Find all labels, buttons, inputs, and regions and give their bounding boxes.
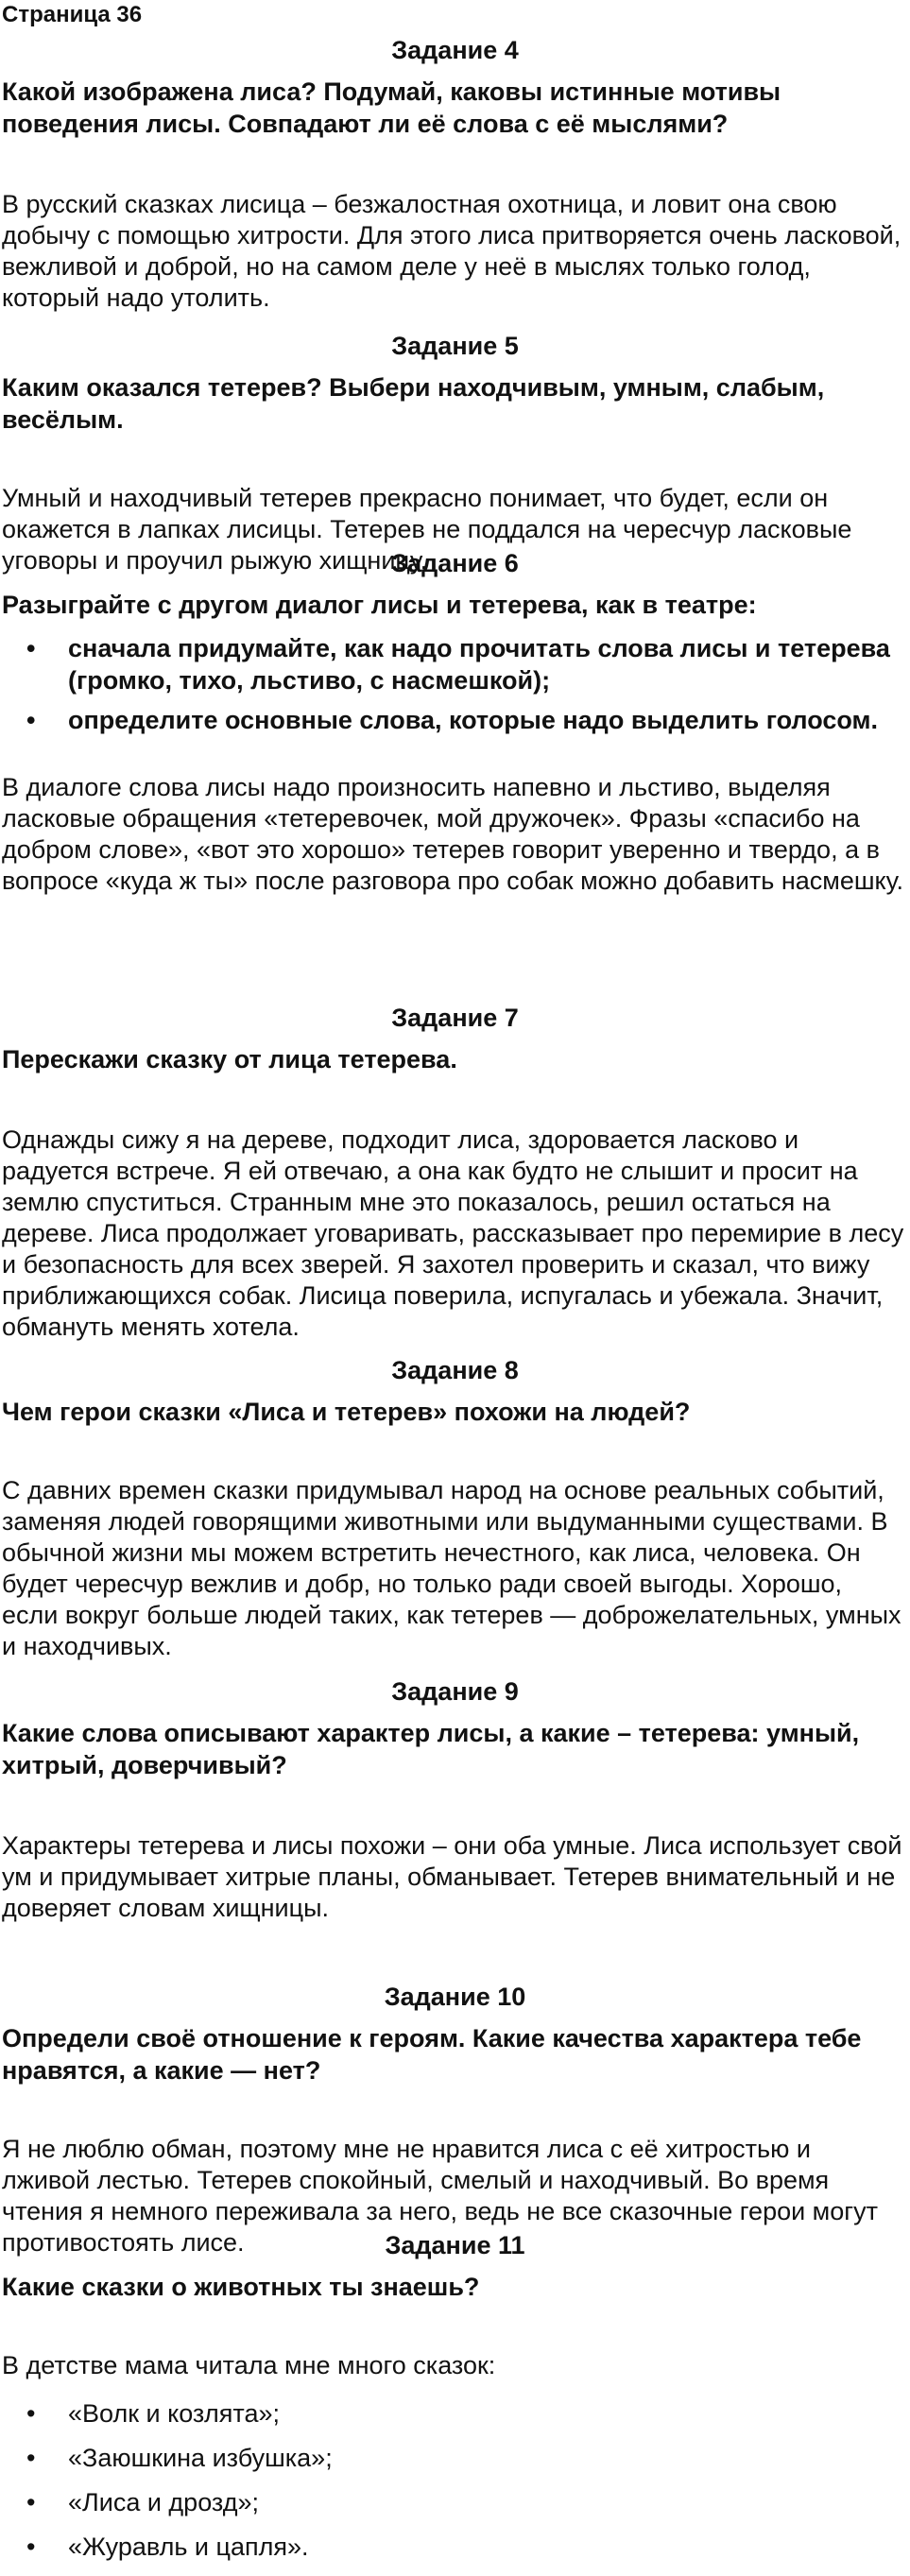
task-answer: В диалоге слова лисы надо произносить напевно и льстиво, выделяя ласковые обращения «тетеревочек, мой дружочек». Фразы «спасибо на добром слове», «вот это хорошо» тетерев говорит уверенно и твердо, а в вопросе «куда ж ты» после разговора про собак можно добавить насмешку. (2, 773, 903, 895)
task-question: Разыграйте с другом диалог лисы и тетерева, как в театре: (2, 591, 757, 619)
task-answer: Умный и находчивый тетерев прекрасно понимает, что будет, если он окажется в лапках лисицы. Тетерев не поддался на чересчур ласковые уговоры и проучил рыжую хищницу. (2, 484, 852, 575)
task-question: Какие сказки о животных ты знаешь? (2, 2273, 480, 2301)
bullet-icon: • (26, 2399, 36, 2428)
bullet-icon: • (26, 2488, 36, 2516)
list-item (0, 632, 910, 696)
page-title: Страница 36 (2, 2, 143, 27)
task-question: Определи своё отношение к героям. Какие качества характера тебе нравятся, а какие — нет? (2, 2024, 862, 2085)
task-answer: В детстве мама читала мне много сказок: (2, 2351, 496, 2379)
task-answer: С давних времен сказки придумывал народ на основе реальных событий, заменяя людей говорящими животными или выдуманными существами. В обычной жизни мы можем встретить нечестного, как лиса, человека. Он будет чересчур вежлив и добр, но только ради своей выгоды. Хорошо, если вокруг больше людей таких, как тетерев — доброжелательных, умных и находчивых. (2, 1476, 901, 1660)
task-answer: Характеры тетерева и лисы похожи – они оба умные. Лиса использует свой ум и придумывает хитрые планы, обманывает. Тетерев внимательный и не доверяет словам хищницы. (2, 1831, 902, 1922)
fairy-tale-list (0, 2398, 910, 2563)
task-question: Какой изображена лиса? Подумай, каковы истинные мотивы поведения лисы. Совпадают ли её слова с её мыслями? (2, 77, 781, 138)
task-11 (0, 2229, 910, 2576)
list-item (0, 2443, 910, 2474)
task-question: Каким оказался тетерев? Выбери находчивым, умным, слабым, весёлым. (2, 373, 825, 434)
list-item (0, 704, 910, 736)
task-9 (0, 1675, 910, 1924)
task-answer: Я не люблю обман, поэтому мне не нравится лиса с её хитростью и лживой лестью. Тетерев спокойный, смелый и находчивый. Во время чтения я немного переживала за него, ведь не все сказочные герои могут противостоять лисе. (2, 2135, 878, 2257)
task-7 (0, 1002, 910, 1343)
task-question: Чем герои сказки «Лиса и тетерев» похожи на людей? (2, 1398, 691, 1426)
task-8 (0, 1354, 910, 1662)
task-title: Задание 10 (384, 1983, 526, 2011)
bullet-icon: • (26, 2533, 36, 2561)
bullet-icon: • (26, 2444, 36, 2472)
task-bullet-list (0, 632, 910, 736)
list-item-text: «Волк и козлята»; (68, 2399, 280, 2428)
task-title: Задание 7 (391, 1004, 519, 1032)
task-question: Перескажи сказку от лица тетерева. (2, 1045, 457, 1073)
task-title: Задание 5 (391, 332, 519, 360)
list-item-text: «Журавль и цапля». (68, 2533, 309, 2561)
list-item-text: сначала придумайте, как надо прочитать слова лисы и тетерева (громко, тихо, льстиво, с насмешкой); (68, 634, 890, 695)
task-5 (0, 330, 910, 576)
task-4 (0, 34, 910, 314)
task-10 (0, 1981, 910, 2258)
list-item (0, 2398, 910, 2430)
task-title: Задание 4 (391, 36, 519, 64)
list-item (0, 2487, 910, 2518)
task-6 (0, 547, 910, 897)
list-item-text: определите основные слова, которые надо выделить голосом. (68, 706, 878, 734)
task-answer: Однажды сижу я на дереве, подходит лиса, здоровается ласково и радуется встрече. Я ей отвечаю, а она как будто не слышит и просит на землю спуститься. Странным мне это показалось, решил остаться на дереве. Лиса продолжает уговаривать, рассказывает про перемирие в лесу и безопасность для всех зверей. Я захотел проверить и сказал, что вижу приближающихся собак. Лисица поверила, испугалась и убежала. Значит, обмануть менять хотела. (2, 1125, 904, 1341)
task-title: Задание 8 (391, 1356, 519, 1384)
task-title: Задание 9 (391, 1677, 519, 1706)
list-item (0, 2532, 910, 2563)
task-question: Какие слова описывают характер лисы, а какие – тетерева: умный, хитрый, доверчивый? (2, 1719, 860, 1779)
bullet-icon: • (26, 634, 36, 662)
bullet-icon: • (26, 706, 36, 734)
task-answer: В русский сказках лисица – безжалостная охотница, и ловит она свою добычу с помощью хитрости. Для этого лиса притворяется очень ласковой, вежливой и доброй, но на самом деле у неё в мыслях только голод, который надо утолить. (2, 190, 901, 312)
task-title: Задание 6 (391, 549, 519, 577)
list-item-text: «Заюшкина избушка»; (68, 2444, 333, 2472)
list-item-text: «Лиса и дрозд»; (68, 2488, 259, 2516)
task-title: Задание 11 (385, 2231, 525, 2259)
